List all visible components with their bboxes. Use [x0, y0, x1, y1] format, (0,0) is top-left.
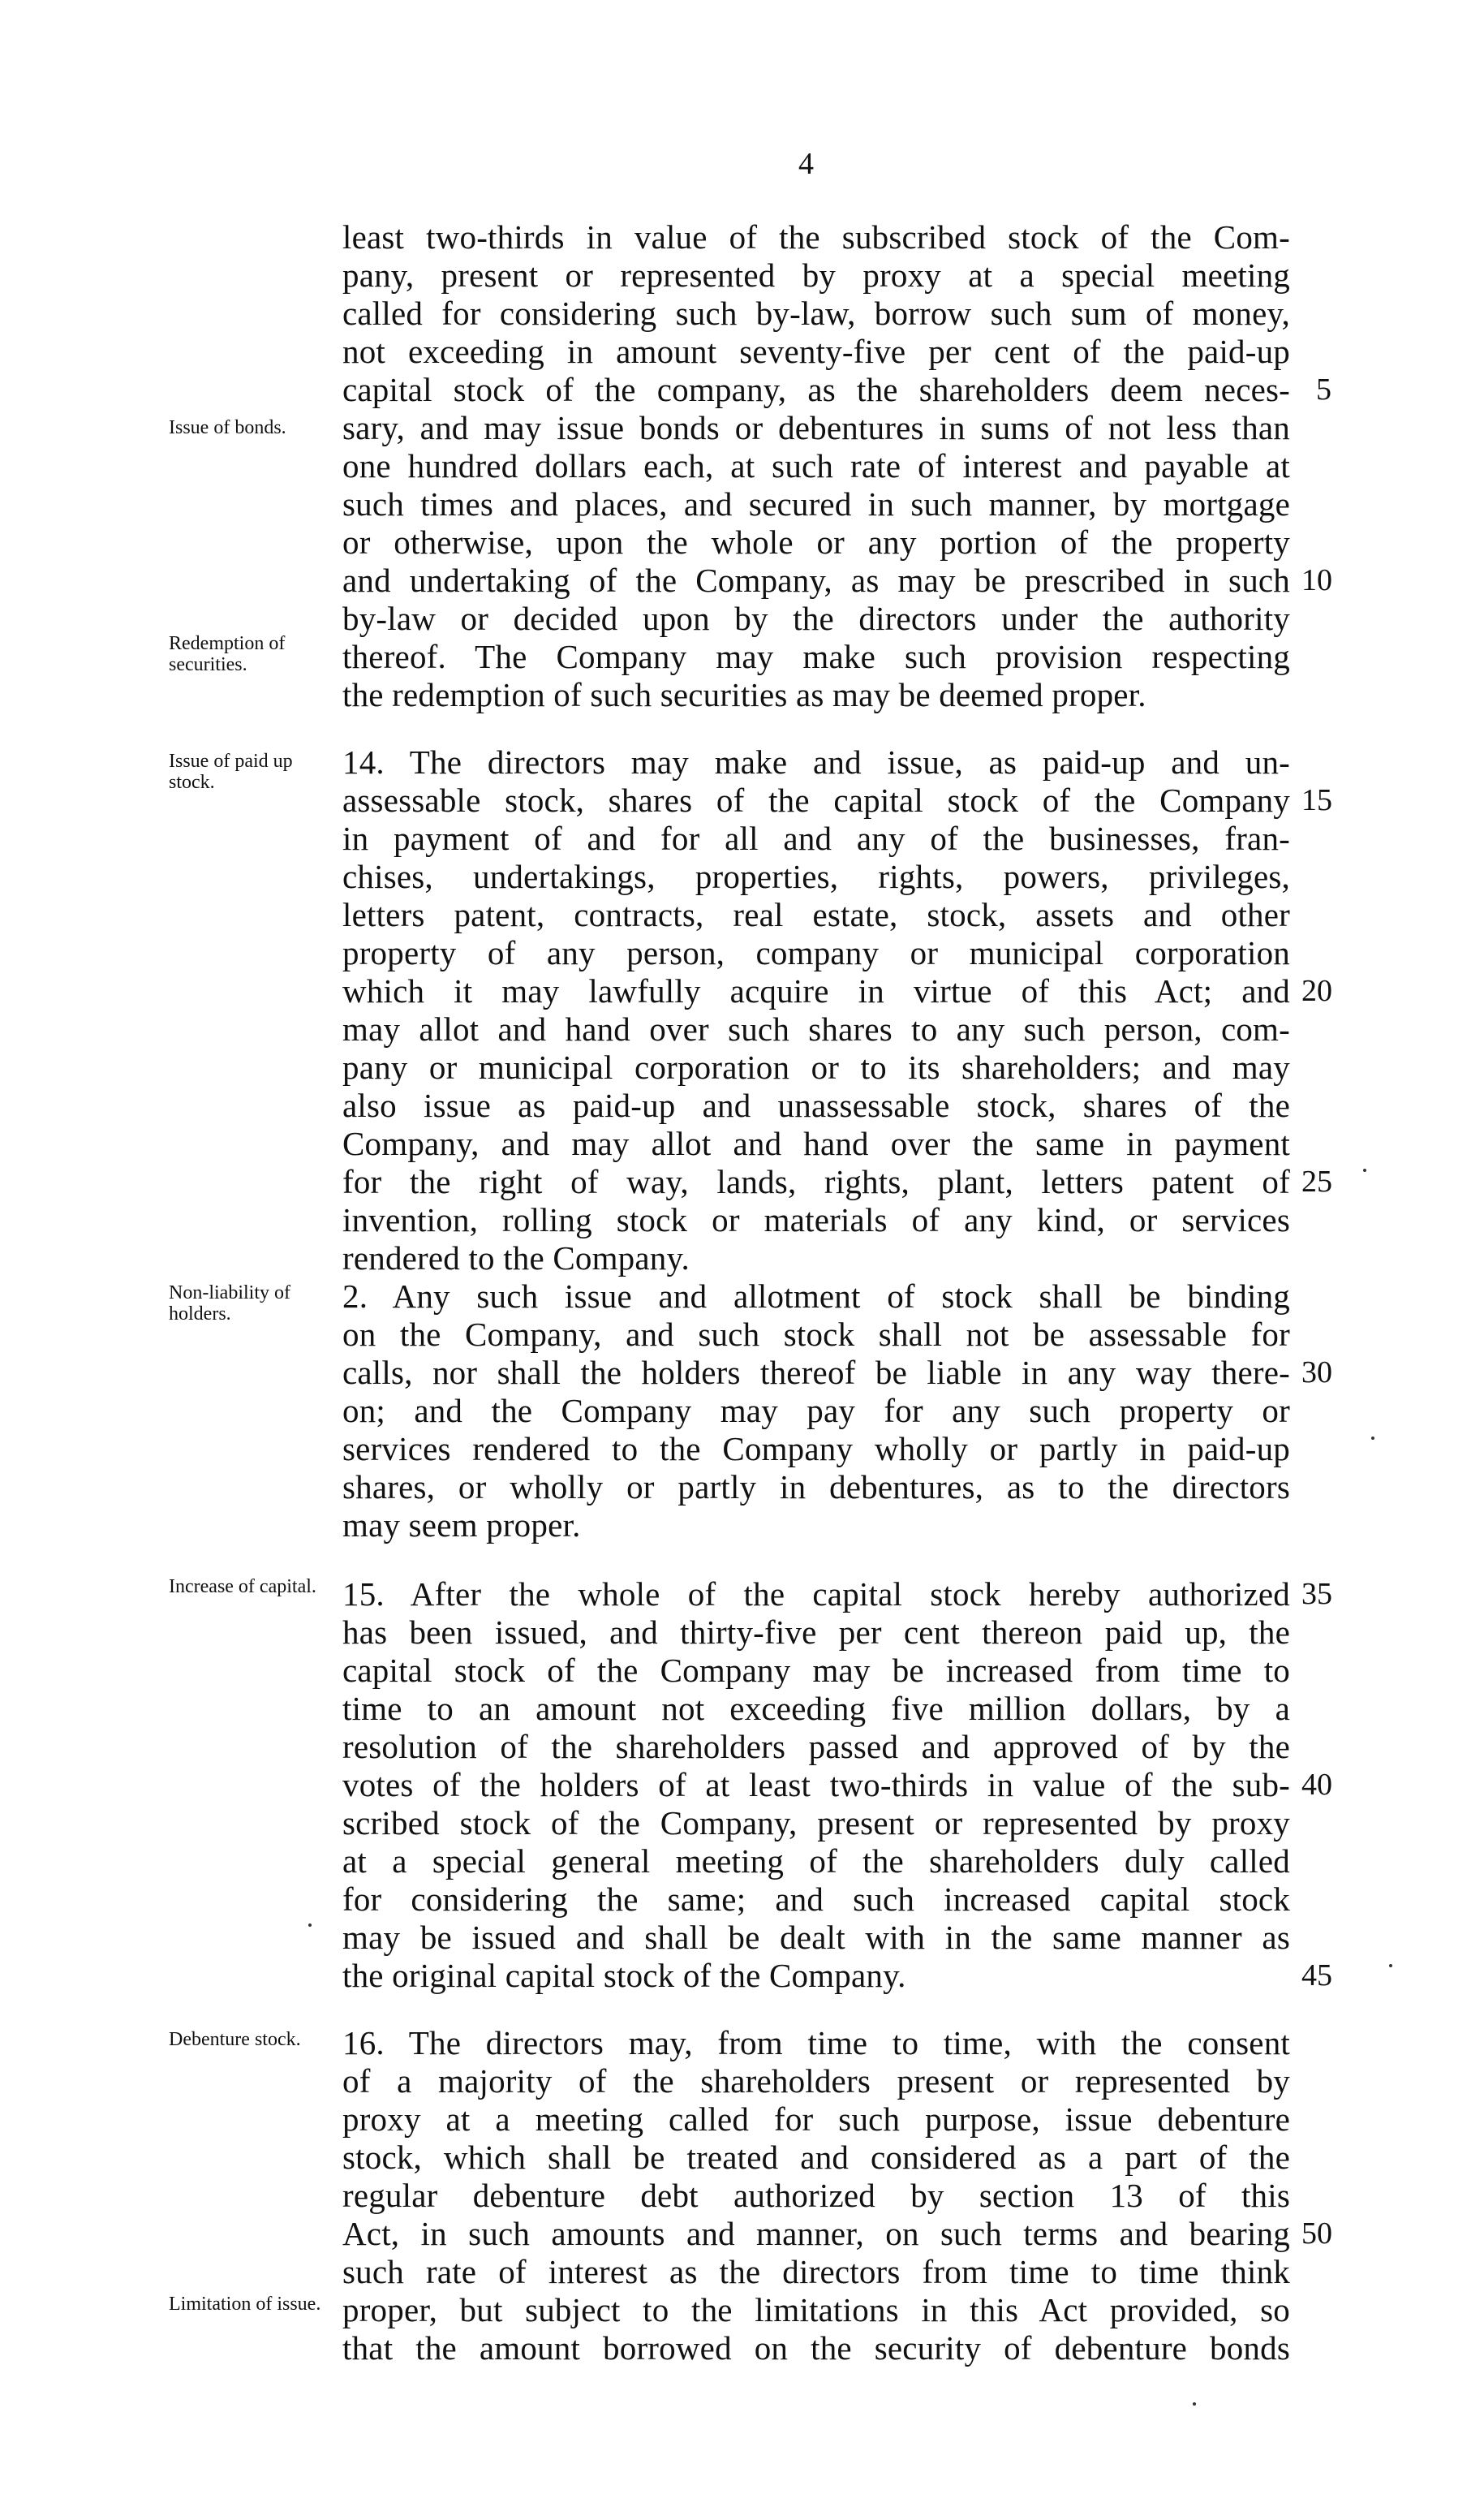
page-number: 4 — [798, 147, 814, 181]
text-line: pany or municipal corporation or to its shareholders; and may — [342, 1049, 1290, 1086]
text-line: Act, in such amounts and manner, on such terms and bearing — [342, 2215, 1290, 2252]
line-number: 45 — [1301, 1958, 1332, 1992]
line-number: 25 — [1301, 1165, 1332, 1199]
line-number: 30 — [1301, 1355, 1332, 1389]
margin-note: Issue of bonds. — [169, 417, 286, 438]
line-number: 5 — [1316, 373, 1331, 407]
text-line: on; and the Company may pay for any such property or — [342, 1392, 1290, 1429]
text-line: such rate of interest as the directors from time to time think — [342, 2253, 1290, 2290]
text-line: 16. The directors may, from time to time, with the consent — [342, 2024, 1290, 2061]
text-line: 15. After the whole of the capital stock hereby authorized — [342, 1575, 1290, 1613]
text-line: rendered to the Company. — [342, 1239, 690, 1277]
line-number: 15 — [1301, 783, 1332, 817]
ink-speck — [1389, 1964, 1392, 1967]
text-line: 2. Any such issue and allotment of stock shall be binding — [342, 1277, 1290, 1315]
margin-note: Limitation of issue. — [169, 2294, 321, 2315]
text-line: pany, present or represented by proxy at a special meeting — [342, 256, 1290, 294]
ink-speck — [1371, 1437, 1374, 1440]
margin-note: Non-liability of holders. — [169, 1282, 290, 1325]
text-line: called for considering such by-law, borrow such sum of money, — [342, 295, 1290, 332]
text-line: Company, and may allot and hand over the same in payment — [342, 1125, 1290, 1162]
text-line: may allot and hand over such shares to any such person, com- — [342, 1010, 1290, 1048]
text-line: at a special general meeting of the shareholders duly called — [342, 1842, 1290, 1880]
text-line: capital stock of the Company may be increased from time to — [342, 1652, 1290, 1689]
text-line: the original capital stock of the Company. — [342, 1957, 906, 1994]
text-line: assessable stock, shares of the capital stock of the Company — [342, 782, 1290, 819]
text-line: resolution of the shareholders passed and approved of by the — [342, 1728, 1290, 1765]
text-line: regular debenture debt authorized by section 13 of this — [342, 2177, 1290, 2214]
text-line: and undertaking of the Company, as may be prescribed in such — [342, 562, 1290, 599]
margin-note: Debenture stock. — [169, 2029, 301, 2050]
text-line: proxy at a meeting called for such purpose, issue debenture — [342, 2100, 1290, 2138]
text-line: scribed stock of the Company, present or represented by proxy — [342, 1804, 1290, 1842]
text-line: by-law or decided upon by the directors under the authority — [342, 600, 1290, 637]
text-line: has been issued, and thirty-five per cent thereon paid up, the — [342, 1613, 1290, 1651]
line-number: 10 — [1301, 563, 1332, 597]
text-line: services rendered to the Company wholly or partly in paid-up — [342, 1430, 1290, 1467]
text-line: chises, undertakings, properties, rights, powers, privileges, — [342, 858, 1290, 895]
text-line: time to an amount not exceeding five million dollars, by a — [342, 1690, 1290, 1727]
text-line: thereof. The Company may make such provision respecting — [342, 638, 1290, 675]
ink-speck — [308, 1923, 312, 1927]
line-number: 40 — [1301, 1768, 1332, 1802]
text-line: sary, and may issue bonds or debentures in sums of not less than — [342, 409, 1290, 446]
line-number: 50 — [1301, 2216, 1332, 2251]
text-line: letters patent, contracts, real estate, stock, assets and other — [342, 896, 1290, 933]
margin-note: Redemption of securities. — [169, 633, 286, 675]
text-line: one hundred dollars each, at such rate of interest and payable at — [342, 447, 1290, 485]
text-line: property of any person, company or municipal corporation — [342, 934, 1290, 971]
text-line: that the amount borrowed on the security of debenture bonds — [342, 2329, 1290, 2367]
text-line: which it may lawfully acquire in virtue of this Act; and — [342, 972, 1290, 1010]
text-line: or otherwise, upon the whole or any portion of the property — [342, 523, 1290, 561]
line-number: 35 — [1301, 1577, 1332, 1611]
text-line: least two-thirds in value of the subscribed stock of the Com- — [342, 218, 1290, 256]
text-line: may be issued and shall be dealt with in the same manner as — [342, 1919, 1290, 1956]
text-line: for considering the same; and such increased capital stock — [342, 1880, 1290, 1918]
ink-speck — [1193, 2402, 1196, 2406]
text-line: stock, which shall be treated and considered as a part of the — [342, 2139, 1290, 2176]
text-line: may seem proper. — [342, 1506, 581, 1544]
text-line: invention, rolling stock or materials of any kind, or services — [342, 1201, 1290, 1238]
text-line: for the right of way, lands, rights, plant, letters patent of — [342, 1163, 1290, 1200]
text-line: also issue as paid-up and unassessable stock, shares of the — [342, 1087, 1290, 1124]
text-line: 14. The directors may make and issue, as paid-up and un- — [342, 743, 1290, 781]
line-number: 20 — [1301, 974, 1332, 1008]
text-line: capital stock of the company, as the shareholders deem neces- — [342, 371, 1290, 408]
text-line: shares, or wholly or partly in debentures, as to the directors — [342, 1468, 1290, 1506]
text-line: proper, but subject to the limitations in this Act provided, so — [342, 2291, 1290, 2328]
text-line: calls, nor shall the holders thereof be liable in any way there- — [342, 1354, 1290, 1391]
text-line: votes of the holders of at least two-thirds in value of the sub- — [342, 1766, 1290, 1803]
text-line: of a majority of the shareholders present or represented by — [342, 2062, 1290, 2100]
text-line: not exceeding in amount seventy-five per cent of the paid-up — [342, 333, 1290, 370]
text-line: the redemption of such securities as may be deemed proper. — [342, 676, 1146, 713]
text-line: in payment of and for all and any of the businesses, fran- — [342, 820, 1290, 857]
margin-note: Increase of capital. — [169, 1576, 316, 1597]
margin-note: Issue of paid up stock. — [169, 751, 293, 793]
text-line: such times and places, and secured in such manner, by mortgage — [342, 485, 1290, 523]
text-line: on the Company, and such stock shall not be assessable for — [342, 1316, 1290, 1353]
ink-speck — [1363, 1169, 1366, 1172]
